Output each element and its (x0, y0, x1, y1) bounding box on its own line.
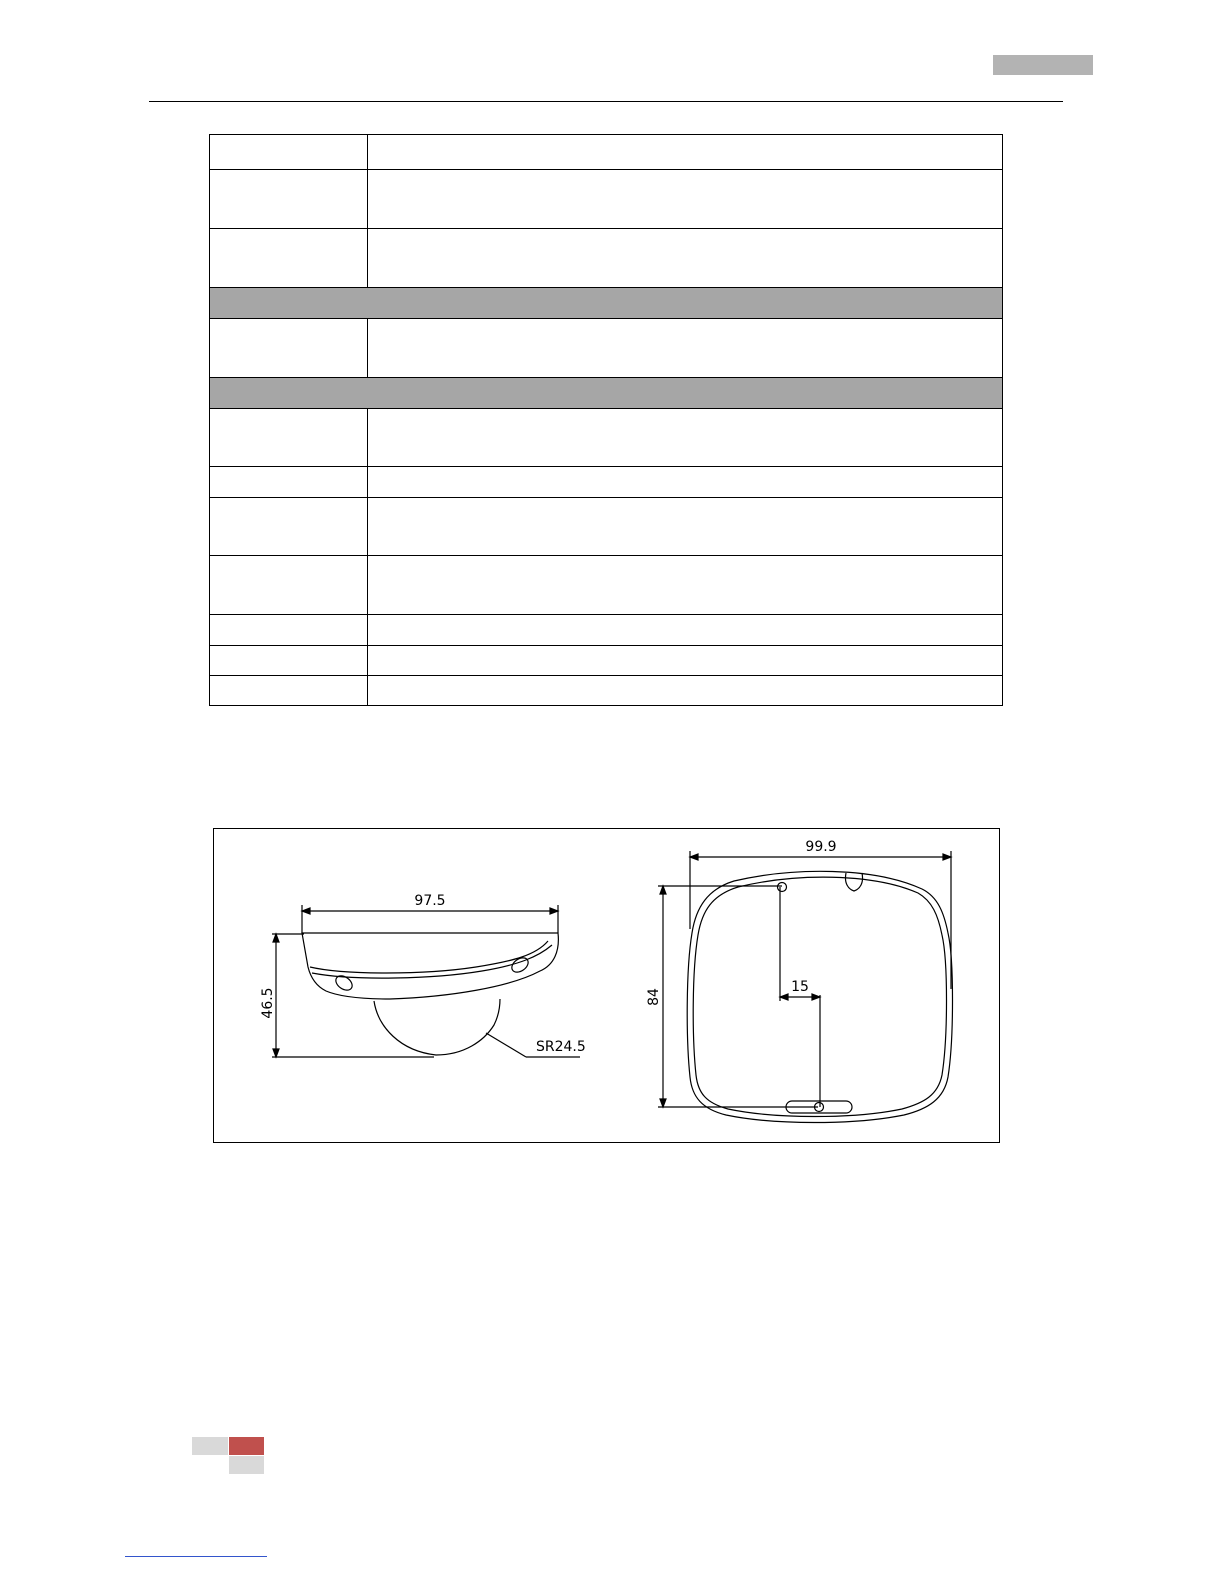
footer-link-underline (125, 1556, 267, 1557)
arrowhead (660, 886, 666, 894)
section-header-cell (210, 288, 1003, 319)
spec-row (210, 135, 1003, 170)
spec-section-header (210, 378, 1003, 409)
spec-value-cell (368, 467, 1003, 498)
spec-row (210, 170, 1003, 229)
footer-accent-block (229, 1437, 264, 1455)
spec-label-cell (210, 229, 368, 288)
spec-label-cell (210, 615, 368, 646)
spec-row (210, 409, 1003, 467)
spec-label-cell (210, 319, 368, 378)
spec-value-cell (368, 615, 1003, 646)
top-width-label: 99.9 (805, 839, 837, 855)
spec-label-cell (210, 467, 368, 498)
side-body-rim-inner (312, 945, 552, 978)
spec-label-cell (210, 135, 368, 170)
spec-label-cell (210, 409, 368, 467)
spec-value-cell (368, 229, 1003, 288)
arrowhead (550, 908, 558, 914)
side-view (272, 905, 580, 1057)
arrowhead (780, 994, 788, 1000)
spec-value-cell (368, 170, 1003, 229)
spec-value-cell (368, 135, 1003, 170)
spec-label-cell (210, 646, 368, 676)
spec-row (210, 319, 1003, 378)
side-screw-hole-right (509, 955, 531, 975)
spec-row (210, 676, 1003, 706)
spec-value-cell (368, 409, 1003, 467)
spec-label-cell (210, 676, 368, 706)
dimension-drawing (214, 829, 999, 1142)
spec-row (210, 646, 1003, 676)
spec-section-header (210, 288, 1003, 319)
specification-table (209, 134, 1003, 706)
spec-row (210, 498, 1003, 556)
top-height-label: 84 (646, 988, 662, 1006)
header-tab-marker (993, 55, 1093, 75)
arrowhead (812, 994, 820, 1000)
spec-label-cell (210, 498, 368, 556)
spec-value-cell (368, 498, 1003, 556)
footer-grey-block-bottom (229, 1456, 264, 1474)
spec-row (210, 467, 1003, 498)
side-body-outline (302, 933, 558, 999)
top-offset-label: 15 (791, 979, 809, 995)
side-radius-label: SR24.5 (536, 1039, 586, 1055)
section-header-cell (210, 378, 1003, 409)
spec-label-cell (210, 170, 368, 229)
arrowhead (660, 1099, 666, 1107)
spec-row (210, 229, 1003, 288)
top-notch (845, 873, 862, 891)
top-mount-hole (778, 883, 787, 892)
dimension-drawing-frame (213, 828, 1000, 1143)
spec-row (210, 556, 1003, 615)
arrowhead (273, 934, 279, 942)
footer-grey-block-left (192, 1437, 228, 1455)
radius-leader (486, 1033, 526, 1057)
arrowhead (943, 854, 951, 860)
side-width-label: 97.5 (414, 893, 446, 909)
spec-value-cell (368, 556, 1003, 615)
spec-value-cell (368, 646, 1003, 676)
spec-value-cell (368, 676, 1003, 706)
arrowhead (273, 1049, 279, 1057)
spec-row (210, 615, 1003, 646)
spec-label-cell (210, 556, 368, 615)
side-dome (374, 999, 500, 1055)
header-rule (149, 101, 1063, 102)
side-height-label: 46.5 (260, 987, 276, 1019)
arrowhead (302, 908, 310, 914)
spec-value-cell (368, 319, 1003, 378)
arrowhead (690, 854, 698, 860)
